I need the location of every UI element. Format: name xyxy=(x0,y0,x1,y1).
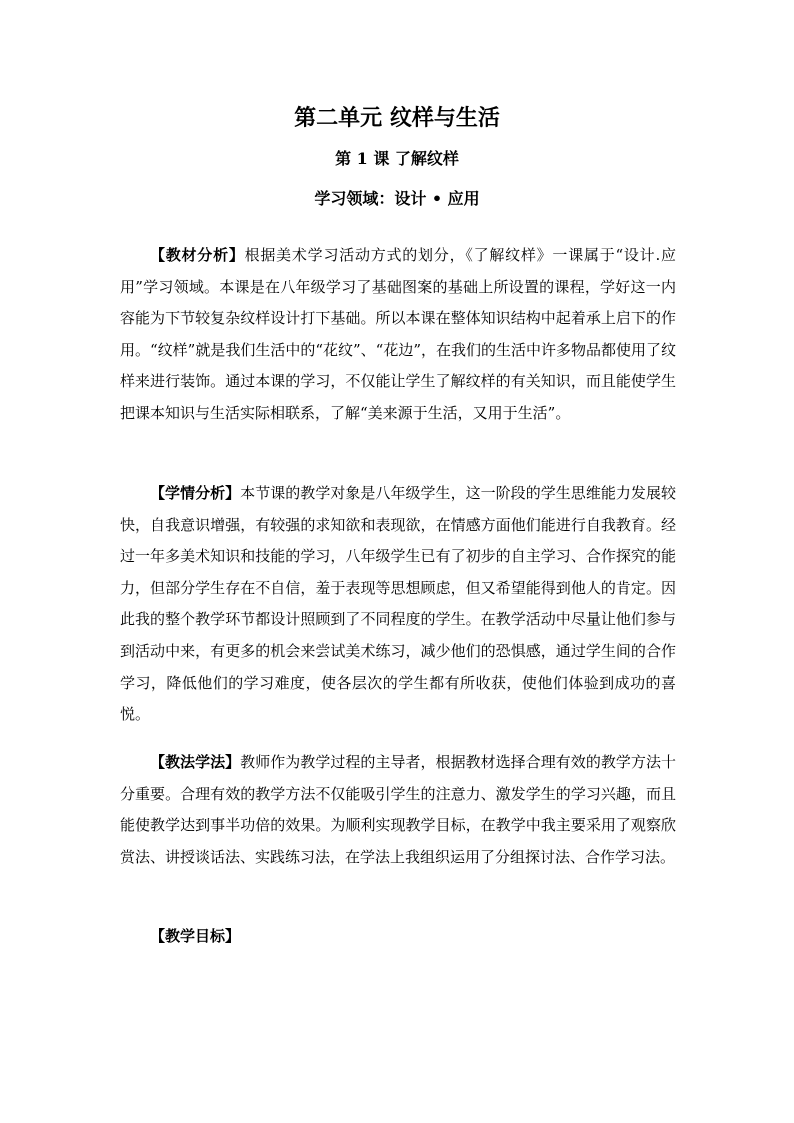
section-teaching-goals xyxy=(120,921,676,953)
section-body: 教师作为教学过程的主导者，根据教材选择合理有效的教学方法十分重要。合理有效的教学方法不仅能吸引学生的注意力、激发学生的学习兴趣，而且能使教学达到事半功倍的效果。为顺利实现教学目标，在教学中我主要采用了观察欣赏法、讲授谈话法、实践练习法，在学法上我组织运用了分组探讨法、合作学习法。 xyxy=(120,753,676,866)
lesson-title: 第 1 课 了解纹样 xyxy=(335,149,459,168)
section-heading: 【学情分析】 xyxy=(150,484,241,502)
unit-title: 第二单元 纹样与生活 xyxy=(294,105,500,131)
section-body: 根据美术学习活动方式的划分，《了解纹样》一课属于“设计.应用”学习领域。本课是在八年级学习了基础图案的基础上所设置的课程，学好这一内容能为下节较复杂纹样设计打下基础。所以本课在整体知识结构中起着承上启下的作用。“纹样”就是我们生活中的“花纹”、“花边”，在我们的生活中许多物品都使用了纹样来进行装饰。通过本课的学习，不仅能让学生了解纹样的有关知识，而且能使学生把课本知识与生活实际相联系，了解“美来源于生活，又用于生活”。 xyxy=(120,246,677,422)
section-heading: 【教学目标】 xyxy=(150,927,241,945)
section-body: 本节课的教学对象是八年级学生，这一阶段的学生思维能力发展较快，自我意识增强，有较强的求知欲和表现欲，在情感方面他们能进行自我教育。经过一年多美术知识和技能的学习，八年级学生已有了初步的自主学习、合作探究的能力，但部分学生存在不自信，羞于表现等思想顾虑，但又希望能得到他人的肯定。因此我的整个教学环节都设计照顾到了不同程度的学生。在教学活动中尽量让他们参与到活动中来，有更多的机会来尝试美术练习，减少他们的恐惧感，通过学生间的合作学习，降低他们的学习难度，使各层次的学生都有所收获，使他们体验到成功的喜悦。 xyxy=(120,484,676,724)
section-textbook-analysis xyxy=(120,240,676,430)
section-heading: 【教法学法】 xyxy=(150,753,241,771)
section-student-analysis xyxy=(120,478,676,731)
learning-domain: 学习领域：设计 • 应用 xyxy=(314,189,480,208)
section-heading: 【教材分析】 xyxy=(150,246,245,264)
section-teaching-methods xyxy=(120,747,676,873)
